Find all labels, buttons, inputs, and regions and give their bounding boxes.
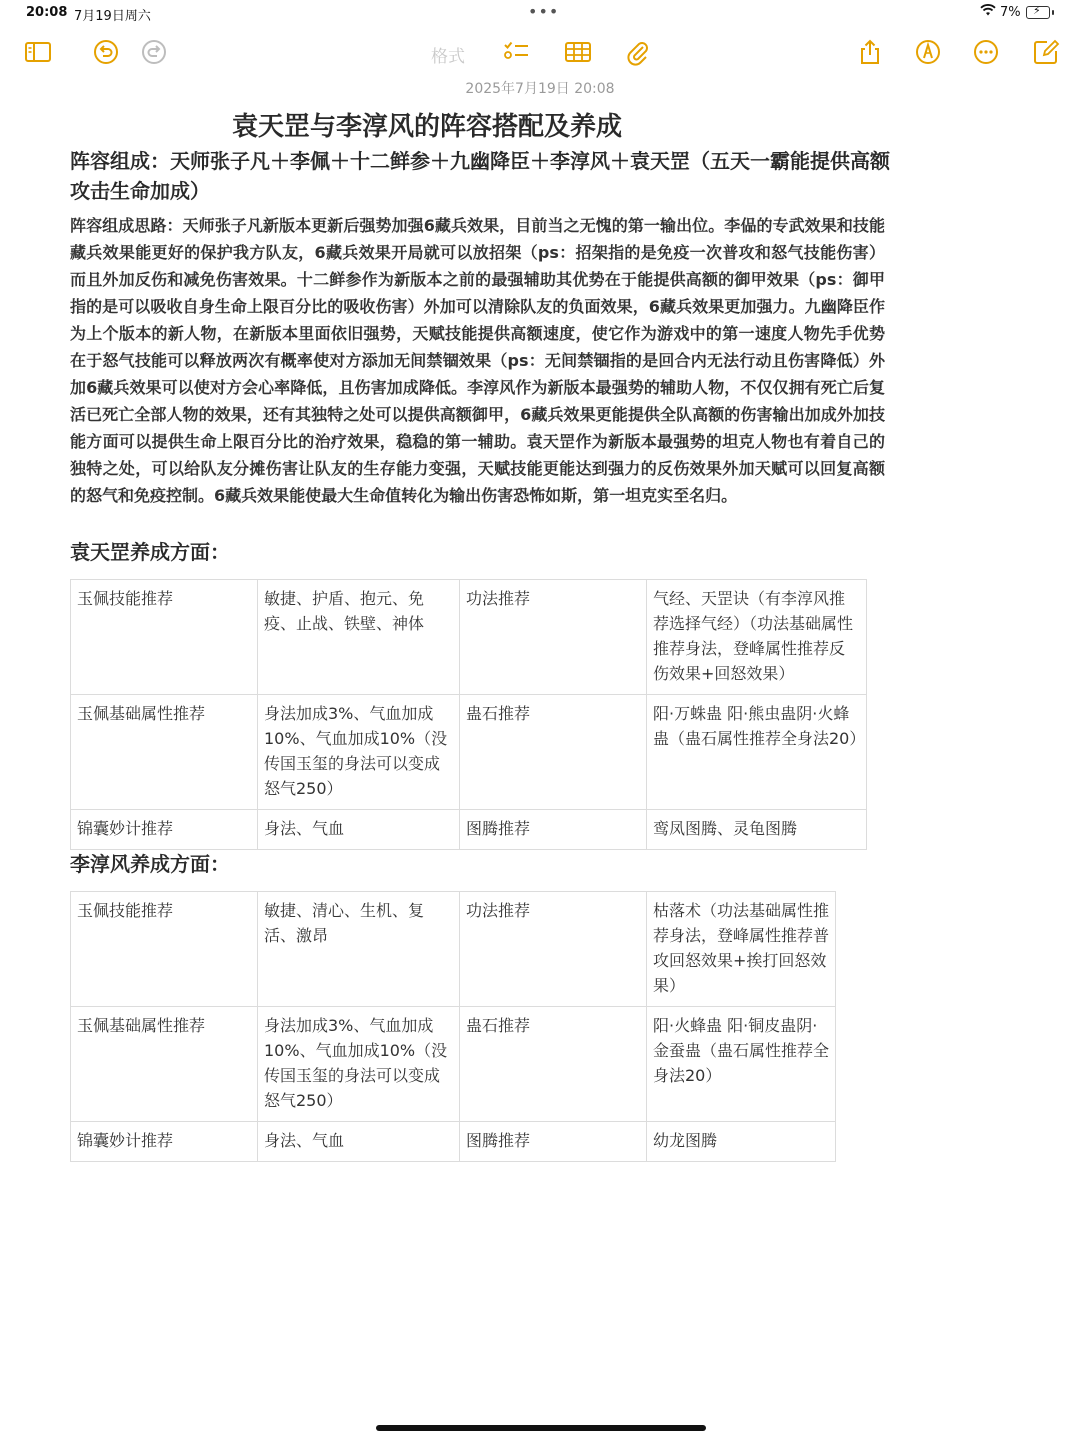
- table-cell[interactable]: 枯落术（功法基础属性推荐身法，登峰属性推荐普攻回怒效果+挨打回怒效果）: [647, 892, 836, 1007]
- table-cell[interactable]: 身法、气血: [258, 1122, 460, 1162]
- redo-icon[interactable]: [140, 38, 168, 66]
- table-row: [71, 810, 867, 850]
- lineup-heading[interactable]: 阵容组成：天师张子凡＋李佩＋十二鲜参＋九幽降臣＋李淳风＋袁天罡（五天一霸能提供高额攻击生命加成）: [70, 149, 890, 203]
- table-cell[interactable]: 玉佩基础属性推荐: [71, 695, 258, 810]
- table-cell[interactable]: 锦囊妙计推荐: [71, 1122, 258, 1162]
- table-cell[interactable]: 图腾推荐: [460, 810, 647, 850]
- table-cell[interactable]: 幼龙图腾: [647, 1122, 836, 1162]
- status-bar: [0, 0, 1080, 26]
- table-cell[interactable]: 玉佩技能推荐: [71, 892, 258, 1007]
- table-cell[interactable]: 身法、气血: [258, 810, 460, 850]
- table-cell[interactable]: 蛊石推荐: [460, 1007, 647, 1122]
- format-button[interactable]: 格式: [431, 47, 465, 67]
- table-cell[interactable]: 功法推荐: [460, 580, 647, 695]
- status-date: 7月19日周六: [74, 9, 151, 24]
- markup-icon[interactable]: [914, 38, 942, 66]
- table-cell[interactable]: 鸾凤图腾、灵龟图腾: [647, 810, 867, 850]
- compose-icon[interactable]: [1032, 38, 1060, 66]
- note-title[interactable]: 袁天罡与李淳风的阵容搭配及养成: [232, 112, 623, 142]
- table-cell[interactable]: 蛊石推荐: [460, 695, 647, 810]
- note-date: 2025年7月19日 20:08: [465, 81, 615, 97]
- section-lichunfeng-title[interactable]: 李淳风养成方面：: [70, 852, 230, 876]
- section-yuantiangang-title[interactable]: 袁天罡养成方面：: [70, 540, 230, 564]
- table-row: [71, 580, 867, 695]
- table-cell[interactable]: 玉佩技能推荐: [71, 580, 258, 695]
- table-row: [71, 1122, 836, 1162]
- checklist-icon[interactable]: [502, 38, 530, 66]
- lichunfeng-table[interactable]: [70, 891, 836, 1162]
- table-row: [71, 1007, 836, 1122]
- table-cell[interactable]: 敏捷、清心、生机、复活、激昂: [258, 892, 460, 1007]
- table-cell[interactable]: 身法加成3%、气血加成10%、气血加成10%（没传国玉玺的身法可以变成怒气250）: [258, 1007, 460, 1122]
- table-icon[interactable]: [564, 38, 592, 66]
- notes-toolbar: [0, 32, 1080, 72]
- table-cell[interactable]: 阳·火蜂蛊 阳·铜皮蛊阴·金蚕蛊（蛊石属性推荐全身法20）: [647, 1007, 836, 1122]
- home-indicator[interactable]: [376, 1425, 706, 1431]
- yuantiangang-table[interactable]: [70, 579, 867, 850]
- table-cell[interactable]: 身法加成3%、气血加成10%、气血加成10%（没传国玉玺的身法可以变成怒气250）: [258, 695, 460, 810]
- battery-icon: ⚡: [1026, 6, 1050, 19]
- sidebar-icon[interactable]: [24, 38, 52, 66]
- table-row: [71, 892, 836, 1007]
- attachment-icon[interactable]: [624, 38, 652, 66]
- lineup-paragraph[interactable]: 阵容组成思路：天师张子凡新版本更新后强势加强6藏兵效果，目前当之无愧的第一输出位。李偘的专武效果和技能藏兵效果能更好的保护我方队友，6藏兵效果开局就可以放招架（ps：招架指的是免疫一次普攻和怒气技能伤害）而且外加反伤和减免伤害效果。十二鲜参作为新版本之前的最强辅助其优势在于能提供高额的御甲效果（ps：御甲指的是可以吸收自身生命上限百分比的吸收伤害）外加可以清除队友的负面效果，6藏兵效果更加强力。九幽降臣作为上个版本的新人物，在新版本里面依旧强势，天赋技能提供高额速度，使它作为游戏中的第一速度人物先手优势在于怒气技能可以释放两次有概率使对方添加无间禁锢效果（ps：无间禁锢指的是回合内无法行动且伤害降低）外加6藏兵效果可以使对方会心率降低，且伤害加成降低。李淳风作为新版本最强势的辅助人物，不仅仅拥有死亡后复活已死亡全部人物的效果，还有其独特之处可以提供高额御甲，6藏兵效果更能提供全队高额的伤害输出加成外加技能方面可以提供生命上限百分比的治疗效果，稳稳的第一辅助。袁天罡作为新版本最强势的坦克人物也有着自己的独特之处，可以给队友分摊伤害让队友的生存能力变强，天赋技能更能达到强力的反伤效果外加天赋可以回复高额的怒气和免疫控制。6藏兵效果能使最大生命值转化为输出伤害恐怖如斯，第一坦克实至名归。: [70, 216, 885, 505]
- battery-percentage: 7%: [1000, 5, 1021, 20]
- share-icon[interactable]: [856, 38, 884, 66]
- more-icon[interactable]: [972, 38, 1000, 66]
- table-cell[interactable]: 功法推荐: [460, 892, 647, 1007]
- table-cell[interactable]: 图腾推荐: [460, 1122, 647, 1162]
- status-time: 20:08: [26, 5, 68, 20]
- table-cell[interactable]: 阳·万蛛蛊 阳·熊虫蛊阴·火蜂蛊（蛊石属性推荐全身法20）: [647, 695, 867, 810]
- multitasking-dots[interactable]: •••: [528, 2, 560, 21]
- table-row: [71, 695, 867, 810]
- table-cell[interactable]: 锦囊妙计推荐: [71, 810, 258, 850]
- table-cell[interactable]: 敏捷、护盾、抱元、免疫、止战、铁壁、神体: [258, 580, 460, 695]
- table-cell[interactable]: 玉佩基础属性推荐: [71, 1007, 258, 1122]
- wifi-icon: [980, 3, 996, 21]
- table-cell[interactable]: 气经、天罡诀（有李淳风推荐选择气经）（功法基础属性推荐身法，登峰属性推荐反伤效果+回怒效果）: [647, 580, 867, 695]
- undo-icon[interactable]: [92, 38, 120, 66]
